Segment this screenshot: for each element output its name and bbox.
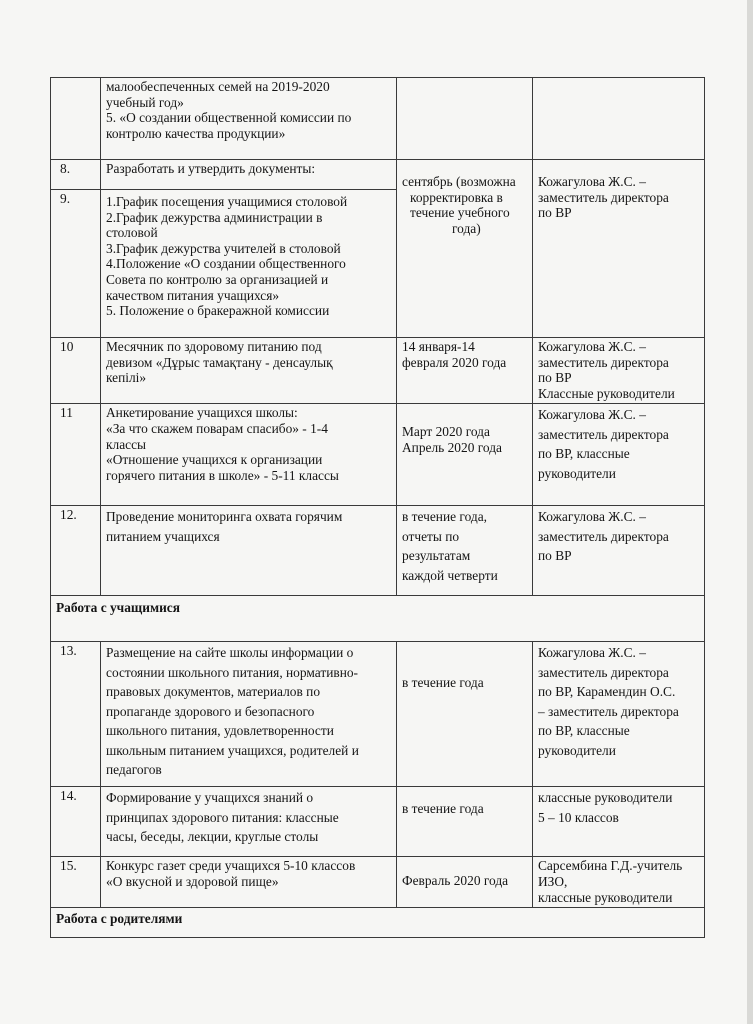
text-line: отчеты по (402, 528, 460, 544)
row-number-cell (51, 78, 101, 160)
text-line: Март 2020 года (402, 424, 490, 440)
text-line: Классные руководители (538, 385, 675, 401)
text-line: школьным питанием учащихся, родителей и (106, 742, 359, 758)
section-heading-students (51, 596, 705, 642)
date-cell (397, 506, 533, 596)
text-line: 2.График дежурства администрации в (106, 209, 323, 225)
text-line: состоянии школьного питания, нормативно- (106, 664, 359, 680)
text-line: 14 января-14 (402, 339, 475, 354)
text-line: результатам (402, 548, 471, 564)
text-line: принципах здорового питания: классные (106, 809, 339, 825)
text-line: каждой четверти (402, 567, 498, 583)
text-line: руководители (538, 465, 616, 481)
text-line: классные руководители (538, 790, 673, 806)
date-cell (397, 787, 533, 857)
text-line: 5. Положение о бракеражной комиссии (106, 303, 330, 319)
table-row (51, 857, 705, 908)
text-line: кепілі» (106, 370, 147, 386)
text-line: «За что скажем поварам спасибо» - 1-4 (106, 420, 328, 436)
date-cell (397, 404, 533, 506)
row-number-cell: 8. (51, 160, 101, 190)
activity-cell (101, 404, 397, 506)
text-line: питанием учащихся (106, 528, 220, 544)
text-line: Месячник по здоровому питанию под (106, 339, 322, 354)
text-line: качеством питания учащихся» (106, 287, 280, 303)
table-row (51, 787, 705, 857)
text-line: Конкурс газет среди учащихся 5-10 классов (106, 858, 356, 874)
table-row (51, 160, 705, 190)
activity-cell (101, 787, 397, 857)
date-cell (397, 857, 533, 908)
text-line: правовых документов, материалов по (106, 684, 321, 700)
row-number-cell: 13. (51, 642, 101, 787)
text-line: сентябрь (возможна (402, 174, 516, 189)
text-line: заместитель директора (538, 354, 669, 370)
responsible-cell (533, 642, 705, 787)
activity-cell (101, 78, 397, 160)
text-line: «Отношение учащихся к организации (106, 452, 323, 468)
table-row (51, 642, 705, 787)
text-line: школьного питания, удовлетворенности (106, 723, 334, 739)
responsible-cell (533, 787, 705, 857)
plan-table (50, 77, 705, 938)
text-line: заместитель директора (538, 189, 669, 205)
text-line: 5. «О создании общественной комиссии по (106, 110, 352, 126)
section-title: Работа с учащимися (56, 600, 180, 616)
responsible-cell (533, 857, 705, 908)
text-line: Проведение мониторинга охвата горячим (106, 509, 343, 525)
text-line: Размещение на сайте школы информации о (106, 645, 354, 661)
text-line: по ВР (538, 370, 572, 386)
text-line: девизом «Дұрыс тамақтану - денсаулық (106, 354, 333, 370)
text-line: Совета по контролю за организацией и (106, 271, 329, 287)
text-line: Апрель 2020 года (402, 439, 502, 455)
section-row (51, 908, 705, 938)
text-line: 5 – 10 классов (538, 809, 619, 825)
row-number-cell: 12. (51, 506, 101, 596)
text-line: по ВР (538, 548, 572, 564)
table-row (51, 78, 705, 160)
text-line: педагогов (106, 762, 162, 778)
section-heading-parents (51, 908, 705, 938)
text-line: 3.График дежурства учителей в столовой (106, 240, 341, 256)
text-line: по ВР, классные (538, 446, 630, 462)
table-row (51, 404, 705, 506)
row-number-cell: 10 (51, 338, 101, 404)
text-line: в течение года, (402, 509, 488, 525)
date-cell (397, 338, 533, 404)
activity-cell (101, 190, 397, 338)
date-cell (397, 78, 533, 160)
text-line: заместитель директора (538, 664, 669, 680)
text-line: течение учебного (410, 205, 510, 221)
scan-edge-shadow (747, 0, 753, 1024)
text-line: корректировка в (410, 189, 503, 205)
text-line: – заместитель директора (538, 703, 679, 719)
date-cell (397, 642, 533, 787)
text-line: февраля 2020 года (402, 354, 507, 370)
activity-cell (101, 160, 397, 190)
text-line: заместитель директора (538, 426, 669, 442)
text-line: Кожагулова Ж.С. – (538, 407, 646, 423)
text-line: Разработать и утвердить документы: (106, 161, 316, 176)
text-line: заместитель директора (538, 528, 669, 544)
text-line: Кожагулова Ж.С. – (538, 174, 646, 189)
responsible-cell (533, 506, 705, 596)
text-line: контролю качества продукции» (106, 125, 286, 141)
table-row (51, 506, 705, 596)
row-number-cell: 15. (51, 857, 101, 908)
text-line: Формирование у учащихся знаний о (106, 790, 314, 806)
text-line: учебный год» (106, 94, 184, 110)
date-cell (397, 160, 533, 338)
text-line: малообеспеченных семей на 2019-2020 (106, 79, 330, 94)
text-line: классные руководители (538, 889, 673, 905)
text-line: руководители (538, 742, 616, 758)
row-number-cell: 9. (51, 190, 101, 338)
text-line: в течение года (402, 801, 484, 817)
table-row (51, 338, 705, 404)
text-line: по ВР (538, 205, 572, 221)
section-title: Работа с родителями (56, 911, 183, 927)
text-line: пропаганде здорового и безопасного (106, 703, 315, 719)
row-number-cell: 14. (51, 787, 101, 857)
responsible-cell (533, 78, 705, 160)
text-line: Сарсембина Г.Д.-учитель (538, 858, 683, 874)
text-line: года) (452, 220, 481, 236)
text-line: «О вкусной и здоровой пище» (106, 873, 279, 889)
activity-cell (101, 338, 397, 404)
text-line: Кожагулова Ж.С. – (538, 509, 646, 525)
responsible-cell (533, 338, 705, 404)
text-line: в течение года (402, 675, 484, 691)
text-line: 1.График посещения учащимися столовой (106, 194, 348, 209)
text-line: Февраль 2020 года (402, 873, 509, 889)
text-line: Анкетирование учащихся школы: (106, 405, 298, 421)
text-line: классы (106, 436, 147, 452)
text-line: горячего питания в школе» - 5-11 классы (106, 467, 339, 483)
section-row (51, 596, 705, 642)
text-line: столовой (106, 225, 158, 241)
text-line: Кожагулова Ж.С. – (538, 339, 646, 354)
row-number-cell: 11 (51, 404, 101, 506)
text-line: ИЗО, (538, 873, 568, 889)
activity-cell (101, 642, 397, 787)
text-line: по ВР, классные (538, 723, 630, 739)
activity-cell (101, 857, 397, 908)
responsible-cell (533, 404, 705, 506)
responsible-cell (533, 160, 705, 338)
text-line: по ВР, Карамендин О.С. (538, 684, 676, 700)
text-line: 4.Положение «О создании общественного (106, 256, 346, 272)
activity-cell (101, 506, 397, 596)
text-line: Кожагулова Ж.С. – (538, 645, 646, 661)
text-line: часы, беседы, лекции, круглые столы (106, 829, 319, 845)
